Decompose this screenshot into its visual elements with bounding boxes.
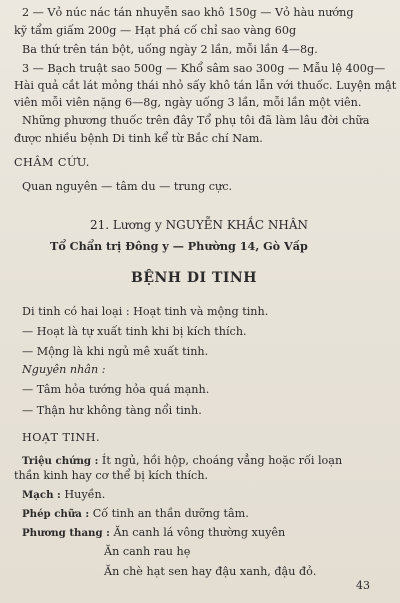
item2-line3: Ba thứ trên tán bột, uống ngày 2 lần, mỗi lần 4—8g. bbox=[22, 43, 318, 56]
cause-line1: — Tâm hỏa tướng hỏa quá mạnh. bbox=[22, 383, 210, 396]
note-line2: được nhiều bệnh Di tinh kể từ Bắc chí Nam. bbox=[14, 132, 263, 145]
cham-cuu-points: Quan nguyên — tâm du — trung cực. bbox=[22, 180, 233, 193]
article-title: BỆNH DI TINH bbox=[131, 270, 257, 286]
item3-line1: 3 — Bạch truật sao 500g — Khổ sâm sao 300g — Mẫu lệ 400g— bbox=[22, 62, 386, 75]
item3-line2: Hài quả cắt lát mỏng thái nhỏ sấy khô tán lẫn với thuốc. Luyện mật bbox=[14, 79, 397, 92]
item3-line3: viên mỗi viên nặng 6—8g, ngày uống 3 lần, mỗi lần một viên. bbox=[14, 96, 362, 109]
intro-line: Di tinh có hai loại : Hoạt tinh và mộng tinh. bbox=[22, 305, 269, 318]
cham-cuu-heading: CHÂM CỨU. bbox=[14, 156, 90, 169]
page-number: 43 bbox=[356, 579, 370, 592]
formula-label: Phương thang : bbox=[22, 527, 110, 539]
symptom-text1: Ít ngủ, hồi hộp, choáng vẳng hoặc rối loạn bbox=[98, 454, 343, 467]
author-org: Tổ Chẩn trị Đông y — Phường 14, Gò Vấp bbox=[50, 239, 308, 253]
pulse-line bbox=[22, 488, 105, 502]
formula-item1: Ăn canh lá vông thường xuyên bbox=[109, 526, 286, 539]
author-line bbox=[90, 219, 308, 232]
hoat-tinh-heading: HOẠT TINH. bbox=[22, 431, 101, 444]
symptom-line1 bbox=[22, 454, 342, 468]
symptom-line2: thần kinh hay cơ thể bị kích thích. bbox=[14, 469, 209, 482]
pulse-label: Mạch : bbox=[22, 489, 61, 501]
cause-heading: Nguyên nhân : bbox=[22, 363, 106, 376]
cause-line2: — Thận hư không tàng nổi tinh. bbox=[22, 404, 202, 417]
method-label: Phép chữa : bbox=[22, 508, 90, 520]
formula-item2: Ăn canh rau hẹ bbox=[104, 545, 191, 558]
author-text: 21. Lương y NGUYỄN KHẮC NHÂN bbox=[90, 218, 309, 232]
bullet-hoat: — Hoạt là tự xuất tinh khi bị kích thích. bbox=[22, 325, 247, 338]
formula-item3: Ăn chè hạt sen hay đậu xanh, đậu đỏ. bbox=[104, 565, 317, 578]
item2-line1: 2 — Vỏ núc nác tán nhuyễn sao khô 150g — Vỏ hàu nướng bbox=[22, 6, 354, 19]
bullet-mong: — Mộng là khi ngủ mê xuất tinh. bbox=[22, 345, 209, 358]
method-text: Cố tinh an thần dưỡng tâm. bbox=[89, 507, 249, 520]
method-line bbox=[22, 507, 249, 521]
note-line1: Những phương thuốc trên đây Tổ phụ tôi đã làm lâu đời chữa bbox=[22, 114, 370, 127]
formula-line1 bbox=[22, 526, 285, 540]
symptom-label: Triệu chứng : bbox=[22, 455, 99, 467]
item2-line2: kỹ tẩm giấm 200g — Hạt phá cố chỉ sao vàng 60g bbox=[14, 24, 297, 37]
pulse-text: Huyền. bbox=[60, 488, 106, 501]
